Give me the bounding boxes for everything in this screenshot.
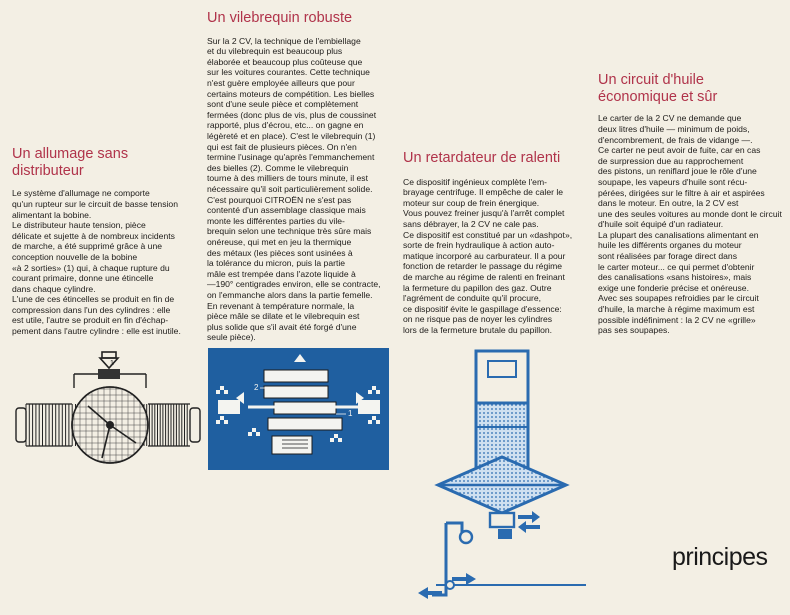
allumage-title: Un allumage sans distributeur <box>12 146 129 179</box>
section-ralenti <box>403 150 593 336</box>
funnel-icon <box>438 457 566 527</box>
ignition-diagram <box>14 348 202 470</box>
coil-label: 1 <box>110 360 114 367</box>
throttle-linkage <box>432 523 586 595</box>
dashpot-diagram <box>406 347 596 611</box>
allumage-body: Le système d'allumage ne comporte qu'un rupteur sur le circuit de basse tension alimentant la bobine. Le distributeur haute tension, pièce délicate et sujette à de nombreux incidents de marche, a été supprimé grâce à une conception nouvelle de la bobine «à 2 sorties» (1) qui, à chaque rupture du courant primaire, donne une étincelle dans chaque cylindre. L'une de ces étincelles se produit en fin de compression dans l'un des cylindres : elle est utile, l'autre se produit en fin d'échap- pement dans l'autre cylindre : elle est inutile. <box>12 188 181 337</box>
ralenti-title: Un retardateur de ralenti <box>403 150 561 166</box>
cylinder-right <box>144 404 190 446</box>
vilebrequin-body: Sur la 2 CV, la technique de l'embiellage et du vilebrequin est beaucoup plus élaborée et beaucoup plus coûteuse que sur les voitures courantes. Cette technique n'est guère employée ailleurs que pour certains moteurs de compétition. Les bielles sont d'une seule pièce et complètement fermées (donc plus de vis, plus de coussinet rapporté, plus d'écrou, etc... on gagne en légèreté et en place). C'est le vilebrequin (1) qui est fait de plusieurs pièces. On n'en termine l'usinage qu'après l'emmanchement des bielles (2). Comme le vilebrequin tourne à des milliers de tours minute, il est nécessaire qu'il soit particulièrement solide. C'est pourquoi CITROËN ne s'est pas contenté d'un assemblage classique mais monte les différentes parties du vile- brequin selon une technique très sûre mais onéreuse, qui met en jeu la thermique des métaux (les pièces sont usinées à la tolérance du micron, puis la partie mâle est trempée dans l'azote liquide à —190° centigrades environ, elle se contracte, on l'emmanche alors dans la partie femelle. En revenant à température normale, la pièce mâle se dilate et le vilebrequin est plus solide que s'il avait été forgé d'une seule pièce). <box>207 35 381 343</box>
section-huile <box>598 72 784 336</box>
coil-icon <box>74 369 146 388</box>
down-arrow-icon <box>100 352 118 368</box>
dashpot-cylinder <box>476 351 528 473</box>
footer-word: principes <box>672 543 768 571</box>
arrow-left-small-icon <box>518 521 540 533</box>
flywheel-icon <box>72 387 148 463</box>
vilebrequin-title: Un vilebrequin robuste <box>207 10 353 26</box>
section-allumage <box>12 146 198 337</box>
crank-label-one: 1 <box>348 409 353 418</box>
arrow-right-small-icon <box>518 511 540 523</box>
section-vilebrequin <box>207 10 397 343</box>
arrow-left-bottom-icon <box>418 587 442 599</box>
crank-label-two: 2 <box>254 383 259 392</box>
huile-title: Un circuit d'huile économique et sûr <box>598 72 718 105</box>
cylinder-left <box>26 404 79 446</box>
huile-body: Le carter de la 2 CV ne demande que deux litres d'huile — minimum de poids, d'encombrement, de frais de vidange —. Ce carter ne peut avoir de fuite, car en cas de surpression due au rapprochement des pistons, un reniflard joue le rôle d'une soupape, les vapeurs d'huile sont récu- pérées, dirigées sur le filtre à air et aspirées dans le moteur. En outre, la 2 CV est une des seules voitures au monde dont le circuit d'huile soit équipé d'un radiateur. La plupart des canalisations alimentant en huile les différents organes du moteur sont réalisées par forage direct dans le carter moteur... ce qui permet d'obtenir des canalisations «sans histoires», mais exige une fonderie précise et onéreuse. Avec ses soupapes refroidies par le circuit d'huile, la marche à régime maximum est possible indéfiniment : la 2 CV ne «grille» pas ses soupapes. <box>598 113 782 336</box>
crankshaft-diagram <box>208 348 389 470</box>
arrow-right-bottom-icon <box>452 573 476 585</box>
ralenti-body: Ce dispositif ingénieux complète l'em- brayage centrifuge. Il empêche de caler le moteur sur coup de frein énergique. Vous pouvez freiner jusqu'à l'arrêt complet sans débrayer, la 2 CV ne cale pas. Ce dispositif est constitué par un «dashpot», sorte de frein hydraulique à action auto- matique incorporé au carburateur. Il a pour fonction de retarder le passage du régime de marche au régime de ralenti en freinant la fermeture du papillon des gaz. Outre l'agrément de conduite qu'il procure, ce dispositif évite le gaspillage d'essence: on ne risque pas de noyer les cylindres lors de la fermeture brutale du papillon. <box>403 176 573 335</box>
